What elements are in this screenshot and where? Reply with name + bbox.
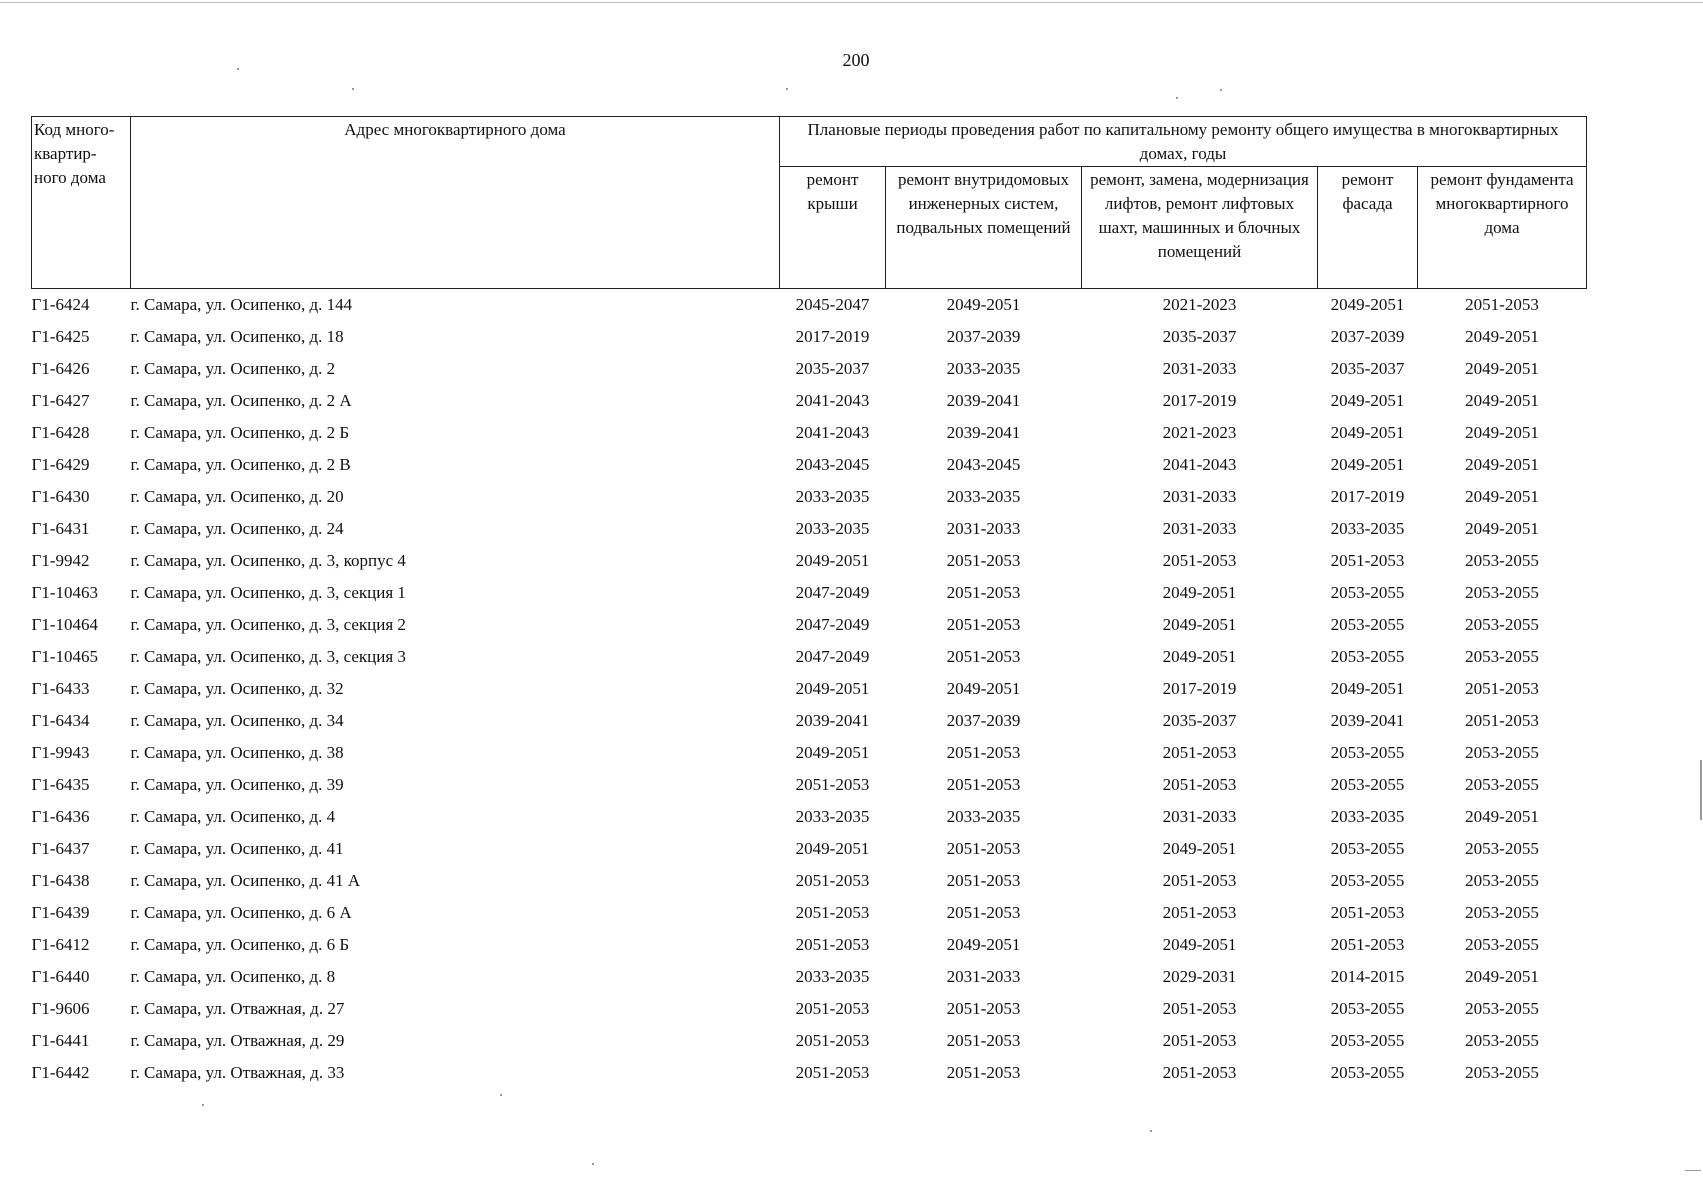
cell-code: Г1-6441 — [31, 1031, 90, 1050]
cell-code: Г1-6442 — [31, 1063, 90, 1082]
cell-facade: 2017-2019 — [1330, 487, 1405, 506]
cell-foundation: 2051-2053 — [1465, 295, 1539, 314]
cell-lifts: 2031-2033 — [1162, 807, 1237, 826]
cell-roof: 2049-2051 — [795, 743, 870, 762]
cell-foundation: 2053-2055 — [1465, 583, 1539, 602]
cell-engineering: 2051-2053 — [946, 903, 1021, 922]
table-row — [32, 929, 1587, 961]
cell-roof: 2051-2053 — [795, 999, 870, 1018]
cell-lifts: 2049-2051 — [1162, 647, 1237, 666]
cell-foundation: 2053-2055 — [1465, 999, 1539, 1018]
table-row — [32, 289, 1587, 322]
cell-engineering: 2039-2041 — [946, 391, 1021, 410]
cell-engineering: 2051-2053 — [946, 775, 1021, 794]
cell-lifts: 2051-2053 — [1162, 551, 1237, 570]
scan-edge-mark — [1700, 760, 1702, 820]
cell-facade: 2049-2051 — [1330, 455, 1405, 474]
cell-facade: 2053-2055 — [1330, 647, 1405, 666]
cell-foundation: 2049-2051 — [1465, 391, 1539, 410]
cell-code: Г1-6433 — [31, 679, 90, 698]
cell-lifts: 2031-2033 — [1162, 519, 1237, 538]
cell-address: г. Самара, ул. Осипенко, д. 38 — [130, 743, 344, 762]
cell-lifts: 2051-2053 — [1162, 775, 1237, 794]
table-row — [32, 577, 1587, 609]
cell-facade: 2049-2051 — [1330, 679, 1405, 698]
cell-roof: 2045-2047 — [795, 295, 870, 314]
table-row — [32, 705, 1587, 737]
cell-lifts: 2051-2053 — [1162, 903, 1237, 922]
table-row — [32, 481, 1587, 513]
scan-speck — [202, 1104, 204, 1106]
cell-foundation: 2053-2055 — [1465, 551, 1539, 570]
cell-engineering: 2051-2053 — [946, 743, 1021, 762]
cell-foundation: 2053-2055 — [1465, 839, 1539, 858]
cell-lifts: 2017-2019 — [1162, 679, 1237, 698]
cell-engineering: 2037-2039 — [946, 327, 1021, 346]
cell-engineering: 2049-2051 — [946, 935, 1021, 954]
cell-code: Г1-6435 — [31, 775, 90, 794]
scan-speck — [592, 1163, 594, 1165]
cell-facade: 2037-2039 — [1330, 327, 1405, 346]
cell-address: г. Самара, ул. Осипенко, д. 8 — [130, 967, 336, 986]
cell-foundation: 2049-2051 — [1465, 519, 1539, 538]
cell-foundation: 2053-2055 — [1465, 647, 1539, 666]
cell-code: Г1-6427 — [31, 391, 90, 410]
cell-engineering: 2033-2035 — [946, 487, 1021, 506]
header-foundation: ремонт фундамента многоквартирного дома — [1418, 167, 1587, 289]
cell-facade: 2049-2051 — [1330, 391, 1405, 410]
cell-address: г. Самара, ул. Отважная, д. 27 — [130, 999, 345, 1018]
scan-speck — [237, 68, 239, 70]
cell-address: г. Самара, ул. Осипенко, д. 41 — [130, 839, 344, 858]
cell-address: г. Самара, ул. Осипенко, д. 3, секция 2 — [130, 615, 406, 634]
cell-roof: 2051-2053 — [795, 935, 870, 954]
cell-facade: 2053-2055 — [1330, 1031, 1405, 1050]
cell-address: г. Самара, ул. Осипенко, д. 32 — [130, 679, 344, 698]
cell-roof: 2033-2035 — [795, 967, 870, 986]
cell-engineering: 2051-2053 — [946, 871, 1021, 890]
cell-roof: 2033-2035 — [795, 807, 870, 826]
cell-address: г. Самара, ул. Осипенко, д. 24 — [130, 519, 344, 538]
cell-lifts: 2035-2037 — [1162, 327, 1237, 346]
cell-facade: 2053-2055 — [1330, 615, 1405, 634]
table-row — [32, 993, 1587, 1025]
scan-speck — [1220, 89, 1222, 91]
cell-foundation: 2049-2051 — [1465, 455, 1539, 474]
cell-address: г. Самара, ул. Осипенко, д. 39 — [130, 775, 344, 794]
cell-foundation: 2049-2051 — [1465, 807, 1539, 826]
table-row — [32, 1025, 1587, 1057]
cell-code: Г1-9942 — [31, 551, 90, 570]
cell-engineering: 2033-2035 — [946, 807, 1021, 826]
cell-lifts: 2021-2023 — [1162, 423, 1237, 442]
table-body — [32, 289, 1587, 1090]
table-row — [32, 609, 1587, 641]
cell-code: Г1-6429 — [31, 455, 90, 474]
cell-engineering: 2051-2053 — [946, 583, 1021, 602]
cell-lifts: 2049-2051 — [1162, 615, 1237, 634]
cell-code: Г1-6428 — [31, 423, 90, 442]
cell-engineering: 2051-2053 — [946, 615, 1021, 634]
cell-engineering: 2037-2039 — [946, 711, 1021, 730]
cell-facade: 2053-2055 — [1330, 871, 1405, 890]
cell-lifts: 2031-2033 — [1162, 359, 1237, 378]
cell-foundation: 2053-2055 — [1465, 1031, 1539, 1050]
cell-facade: 2053-2055 — [1330, 999, 1405, 1018]
cell-roof: 2039-2041 — [795, 711, 870, 730]
cell-roof: 2051-2053 — [795, 1063, 870, 1082]
cell-code: Г1-6431 — [31, 519, 90, 538]
cell-roof: 2033-2035 — [795, 519, 870, 538]
cell-address: г. Самара, ул. Осипенко, д. 20 — [130, 487, 344, 506]
cell-code: Г1-9606 — [31, 999, 90, 1018]
cell-roof: 2043-2045 — [795, 455, 870, 474]
cell-code: Г1-6436 — [31, 807, 90, 826]
table-row — [32, 961, 1587, 993]
cell-roof: 2051-2053 — [795, 871, 870, 890]
table-row — [32, 769, 1587, 801]
cell-engineering: 2049-2051 — [946, 295, 1021, 314]
table-row — [32, 641, 1587, 673]
cell-roof: 2049-2051 — [795, 679, 870, 698]
scan-speck — [1150, 1130, 1152, 1132]
cell-facade: 2053-2055 — [1330, 583, 1405, 602]
cell-facade: 2053-2055 — [1330, 743, 1405, 762]
cell-foundation: 2049-2051 — [1465, 423, 1539, 442]
scan-edge-line — [0, 2, 1703, 3]
cell-facade: 2053-2055 — [1330, 775, 1405, 794]
cell-address: г. Самара, ул. Осипенко, д. 41 А — [130, 871, 361, 890]
cell-foundation: 2049-2051 — [1465, 327, 1539, 346]
capital-repair-table — [31, 116, 1587, 1089]
table-row — [32, 865, 1587, 897]
cell-roof: 2033-2035 — [795, 487, 870, 506]
table-row — [32, 513, 1587, 545]
page-number: 200 — [842, 50, 870, 70]
table-row — [32, 321, 1587, 353]
cell-code: Г1-6438 — [31, 871, 90, 890]
cell-lifts: 2041-2043 — [1162, 455, 1237, 474]
cell-engineering: 2039-2041 — [946, 423, 1021, 442]
table-row — [32, 449, 1587, 481]
cell-code: Г1-6440 — [31, 967, 90, 986]
cell-foundation: 2051-2053 — [1465, 711, 1539, 730]
cell-code: Г1-6437 — [31, 839, 90, 858]
cell-lifts: 2051-2053 — [1162, 1063, 1237, 1082]
table-row — [32, 1057, 1587, 1089]
cell-roof: 2049-2051 — [795, 551, 870, 570]
cell-address: г. Самара, ул. Осипенко, д. 3, секция 3 — [130, 647, 406, 666]
cell-facade: 2014-2015 — [1330, 967, 1405, 986]
cell-facade: 2049-2051 — [1330, 423, 1405, 442]
cell-address: г. Самара, ул. Осипенко, д. 2 Б — [130, 423, 350, 442]
cell-facade: 2035-2037 — [1330, 359, 1405, 378]
header-address: Адрес многоквартирного дома — [131, 117, 780, 289]
cell-roof: 2035-2037 — [795, 359, 870, 378]
cell-facade: 2051-2053 — [1330, 935, 1405, 954]
table-row — [32, 737, 1587, 769]
cell-facade: 2051-2053 — [1330, 551, 1405, 570]
cell-foundation: 2051-2053 — [1465, 679, 1539, 698]
cell-lifts: 2029-2031 — [1162, 967, 1237, 986]
cell-code: Г1-6426 — [31, 359, 90, 378]
cell-facade: 2039-2041 — [1330, 711, 1405, 730]
cell-engineering: 2031-2033 — [946, 519, 1021, 538]
cell-engineering: 2033-2035 — [946, 359, 1021, 378]
cell-foundation: 2049-2051 — [1465, 487, 1539, 506]
cell-code: Г1-6425 — [31, 327, 90, 346]
cell-foundation: 2053-2055 — [1465, 935, 1539, 954]
cell-engineering: 2031-2033 — [946, 967, 1021, 986]
table-row — [32, 417, 1587, 449]
cell-code: Г1-6439 — [31, 903, 90, 922]
cell-address: г. Самара, ул. Осипенко, д. 3, секция 1 — [130, 583, 406, 602]
cell-lifts: 2031-2033 — [1162, 487, 1237, 506]
cell-lifts: 2051-2053 — [1162, 743, 1237, 762]
cell-code: Г1-10465 — [31, 647, 98, 666]
header-engineering: ремонт внутридомовых инженерных систем, подвальных помещений — [886, 167, 1082, 289]
cell-address: г. Самара, ул. Осипенко, д. 2 А — [130, 391, 352, 410]
cell-address: г. Самара, ул. Осипенко, д. 2 В — [130, 455, 351, 474]
cell-engineering: 2051-2053 — [946, 647, 1021, 666]
cell-foundation: 2053-2055 — [1465, 743, 1539, 762]
cell-facade: 2053-2055 — [1330, 839, 1405, 858]
cell-address: г. Самара, ул. Осипенко, д. 2 — [130, 359, 336, 378]
table-row — [32, 385, 1587, 417]
cell-code: Г1-6430 — [31, 487, 90, 506]
cell-engineering: 2051-2053 — [946, 551, 1021, 570]
cell-roof: 2049-2051 — [795, 839, 870, 858]
cell-code: Г1-10464 — [31, 615, 98, 634]
table-row — [32, 801, 1587, 833]
cell-lifts: 2035-2037 — [1162, 711, 1237, 730]
cell-foundation: 2053-2055 — [1465, 1063, 1539, 1082]
cell-address: г. Самара, ул. Осипенко, д. 6 Б — [130, 935, 350, 954]
cell-address: г. Самара, ул. Осипенко, д. 18 — [130, 327, 344, 346]
header-code: Код много-квартир-ного дома — [32, 117, 131, 289]
cell-roof: 2017-2019 — [795, 327, 870, 346]
cell-roof: 2041-2043 — [795, 423, 870, 442]
table-row — [32, 353, 1587, 385]
cell-code: Г1-6424 — [31, 295, 90, 314]
cell-code: Г1-9943 — [31, 743, 90, 762]
cell-address: г. Самара, ул. Отважная, д. 33 — [130, 1063, 345, 1082]
header-periods: Плановые периоды проведения работ по капитальному ремонту общего имущества в многоквартирных домах, годы — [780, 117, 1587, 167]
cell-roof: 2047-2049 — [795, 615, 870, 634]
cell-facade: 2033-2035 — [1330, 519, 1405, 538]
table-row — [32, 833, 1587, 865]
cell-foundation: 2049-2051 — [1465, 967, 1539, 986]
cell-foundation: 2049-2051 — [1465, 359, 1539, 378]
cell-foundation: 2053-2055 — [1465, 871, 1539, 890]
cell-roof: 2051-2053 — [795, 775, 870, 794]
cell-code: Г1-6412 — [31, 935, 90, 954]
cell-lifts: 2021-2023 — [1162, 295, 1237, 314]
cell-engineering: 2043-2045 — [946, 455, 1021, 474]
cell-address: г. Самара, ул. Отважная, д. 29 — [130, 1031, 345, 1050]
cell-foundation: 2053-2055 — [1465, 903, 1539, 922]
table-row — [32, 897, 1587, 929]
cell-roof: 2047-2049 — [795, 583, 870, 602]
header-lifts: ремонт, замена, модернизация лифтов, ремонт лифтовых шахт, машинных и блочных помещений — [1082, 167, 1318, 289]
cell-foundation: 2053-2055 — [1465, 615, 1539, 634]
cell-lifts: 2049-2051 — [1162, 935, 1237, 954]
cell-engineering: 2051-2053 — [946, 839, 1021, 858]
cell-foundation: 2053-2055 — [1465, 775, 1539, 794]
cell-lifts: 2049-2051 — [1162, 839, 1237, 858]
scan-speck — [1176, 97, 1178, 99]
scan-speck — [352, 88, 354, 90]
cell-lifts: 2051-2053 — [1162, 999, 1237, 1018]
cell-address: г. Самара, ул. Осипенко, д. 144 — [130, 295, 353, 314]
header-roof: ремонт крыши — [780, 167, 886, 289]
cell-code: Г1-10463 — [31, 583, 98, 602]
cell-lifts: 2051-2053 — [1162, 1031, 1237, 1050]
cell-lifts: 2017-2019 — [1162, 391, 1237, 410]
scan-edge-mark — [1685, 1170, 1701, 1171]
cell-facade: 2053-2055 — [1330, 1063, 1405, 1082]
cell-facade: 2049-2051 — [1330, 295, 1405, 314]
cell-engineering: 2049-2051 — [946, 679, 1021, 698]
cell-address: г. Самара, ул. Осипенко, д. 4 — [130, 807, 336, 826]
cell-address: г. Самара, ул. Осипенко, д. 34 — [130, 711, 344, 730]
header-facade: ремонт фасада — [1318, 167, 1418, 289]
cell-facade: 2033-2035 — [1330, 807, 1405, 826]
cell-roof: 2041-2043 — [795, 391, 870, 410]
cell-facade: 2051-2053 — [1330, 903, 1405, 922]
cell-engineering: 2051-2053 — [946, 1063, 1021, 1082]
table-row — [32, 545, 1587, 577]
cell-roof: 2051-2053 — [795, 1031, 870, 1050]
table-header — [32, 117, 1587, 289]
cell-address: г. Самара, ул. Осипенко, д. 3, корпус 4 — [130, 551, 406, 570]
cell-roof: 2051-2053 — [795, 903, 870, 922]
cell-code: Г1-6434 — [31, 711, 90, 730]
cell-lifts: 2049-2051 — [1162, 583, 1237, 602]
table-row — [32, 673, 1587, 705]
scan-speck — [500, 1094, 502, 1096]
cell-lifts: 2051-2053 — [1162, 871, 1237, 890]
cell-roof: 2047-2049 — [795, 647, 870, 666]
scan-speck — [786, 88, 788, 90]
cell-address: г. Самара, ул. Осипенко, д. 6 А — [130, 903, 352, 922]
cell-engineering: 2051-2053 — [946, 999, 1021, 1018]
cell-engineering: 2051-2053 — [946, 1031, 1021, 1050]
